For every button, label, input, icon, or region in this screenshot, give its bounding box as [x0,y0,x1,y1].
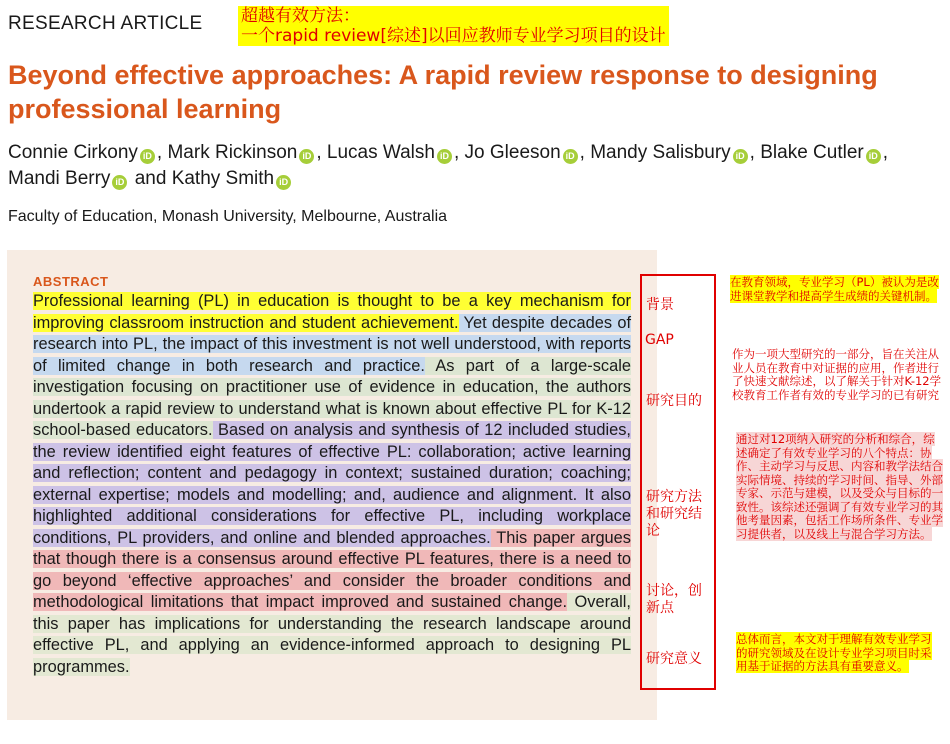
author-separator: , [579,142,591,163]
label-methods-conclusions: 研究方法和研究结论 [646,489,702,539]
chinese-title-line-2: 一个rapid review[综述]以回应教师专业学习项目的设计 [241,26,666,46]
chinese-title-line-1: 超越有效方法： [241,6,360,26]
note-methods: 通过对12项纳入研究的分析和综合，综述确定了有效专业学习的八个特点：协作、主动学习与反思、内容和教学法结合实际情境、持续的学习时间、指导、外部专家、示范与建模，以及受众与目标的一致性。该综述还强调了有效专业学习的其他考量因素，包括工作场所条件、专业学习提供者，以及线上与混合学习方法。 [736,432,943,541]
author-name: Lucas Walsh [326,142,435,163]
author-name: Mandi Berry [8,168,111,189]
orcid-icon[interactable]: iD [733,149,748,164]
orcid-icon[interactable]: iD [866,149,881,164]
author-separator: , [453,142,465,163]
label-significance: 研究意义 [646,651,702,667]
note-purpose: 作为一项大型研究的一部分，旨在关注从业人员在教育中对证据的应用，作者进行了快速文献综述，以了解关于针对K-12学校教育工作者有效的专业学习的已有研究 [732,347,942,402]
author-name: Blake Cutler [760,142,864,163]
abstract-text [33,291,631,678]
label-research-purpose: 研究目的 [646,393,702,409]
label-gap: GAP [645,332,674,348]
abstract-segment: This paper argues that though there is a consensus around effective PL features, there is a need to go beyond ‘effective approaches’ and consider the broader conditions and methodological limitations that impact improved and sustained change. [33,528,631,611]
orcid-icon[interactable]: iD [563,149,578,164]
author-name: Mandy Salisbury [590,142,731,163]
orcid-icon[interactable]: iD [276,175,291,190]
orcid-icon[interactable]: iD [299,149,314,164]
note-significance: 总体而言，本文对于理解有效专业学习的研究领域及在设计专业学习项目时采用基于证据的方法具有重要意义。 [736,632,932,673]
note-background: 在教育领域，专业学习（PL）被认为是改进课堂教学和提高学生成绩的关键机制。 [730,275,939,303]
abstract-heading: ABSTRACT [33,274,109,289]
orcid-icon[interactable]: iD [437,149,452,164]
author-and: and [129,168,172,189]
abstract-segment: Professional learning (PL) in education is thought to be a key mechanism for improving classroom instruction and student achievement. [33,292,631,332]
author-name: Mark Rickinson [167,142,298,163]
author-separator: , [882,142,889,163]
orcid-icon[interactable]: iD [112,175,127,190]
abstract-segment: Yet despite decades of research into PL, the impact of this investment is not well understood, with reports of limited change in both research and practice. [33,313,632,375]
label-background: 背景 [646,297,674,313]
chinese-title-annotation [238,6,669,46]
author-name: Jo Gleeson [464,142,561,163]
abstract-segment: As part of a large-scale investigation focusing on practitioner use of evidence in education, the authors undertook a rapid review to understand what is known about effective PL for K-12 school-based educators. [33,356,631,439]
author-name: Kathy Smith [171,168,275,189]
abstract-segment: Based on analysis and synthesis of 12 included studies, the review identified eight features of effective PL: collaboration; active learning and reflection; content and pedagogy in context; sustained duration; coaching; external expertise; models and modelling; and, audience and alignment. It also highlighted additional considerations for effective PL, including workplace conditions, PL providers, and online and blended approaches. [33,421,631,547]
label-discussion-innovation: 讨论，创新点 [646,583,702,616]
author-separator: , [749,142,761,163]
affiliation: Faculty of Education, Monash University, Melbourne, Australia [8,208,448,225]
author-separator: , [156,142,168,163]
author-separator: , [316,142,327,163]
orcid-icon[interactable]: iD [140,149,155,164]
abstract-segment: Overall, this paper has implications for understanding the research landscape around effective PL, and applying an evidence-informed approach to designing PL programmes. [33,593,631,676]
paper-title: Beyond effective approaches: A rapid review response to designing professional learning [8,60,878,124]
author-name: Connie Cirkony [8,142,138,163]
article-type-label: RESEARCH ARTICLE [8,13,203,34]
author-list [8,140,928,192]
